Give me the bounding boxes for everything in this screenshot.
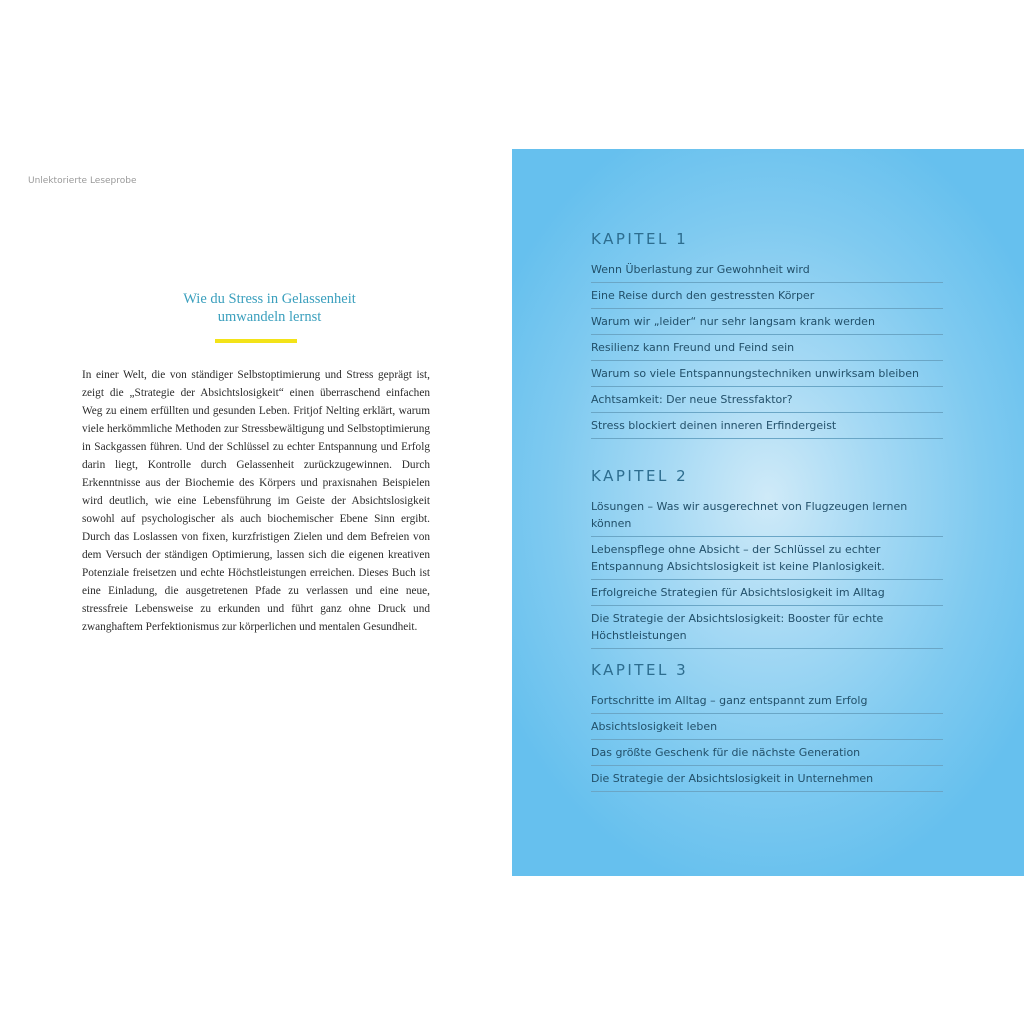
headline-line-2: umwandeln lernst (217, 309, 322, 325)
toc-item: Erfolgreiche Strategien für Absichtslosigkeit im Alltag (591, 580, 943, 606)
toc-item: Fortschritte im Alltag – ganz entspannt zum Erfolg (591, 688, 943, 714)
toc-item: Warum wir „leider“ nur sehr langsam krank werden (591, 309, 943, 335)
toc-item: Stress blockiert deinen inneren Erfindergeist (591, 413, 943, 439)
toc-item: Achtsamkeit: Der neue Stressfaktor? (591, 387, 943, 413)
chapter-overview-panel (512, 149, 1024, 876)
toc-item: Resilienz kann Freund und Feind sein (591, 335, 943, 361)
toc-item: Die Strategie der Absichtslosigkeit: Booster für echte Höchstleistungen (591, 606, 943, 649)
blurb-paragraph: In einer Welt, die von ständiger Selbstoptimierung und Stress geprägt ist, zeigt die „Strategie der Absichtslosigkeit“ einen überraschend einfachen Weg zu einem erfüllten und gesunden Leben. Fritjof Nelting erklärt, warum viele herkömmliche Methoden zur Stressbewältigung und Selbstoptimierung in Sackgassen führen. Und der Schlüssel zu echter Entspannung und Erfolg darin liegt, Kontrolle durch Gelassenheit zurückzugewinnen. Durch Erkenntnisse aus der Biochemie des Körpers und praxisnahen Beispielen wird deutlich, wie eine Lebensführung im Geiste der Absichtslosigkeit sowohl auf psychologischer als auch biochemischer Ebene Sinn ergibt. Durch das Loslassen von fixen, kurzfristigen Zielen und dem Befreien von dem Versuch der ständigen Optimierung, lassen sich die eigenen kreativen Potenziale freisetzen und echte Höchstleistungen erreichen. Dieses Buch ist eine Einladung, die ausgetretenen Pfade zu verlassen und eine neue, stressfreie Lebensweise zu erkunden und führt ganz ohne Druck und zwanghaftem Perfektionismus zur körperlichen und mentalen Gesundheit. (82, 369, 430, 633)
toc-item: Lebenspflege ohne Absicht – der Schlüssel zu echter Entspannung Absichtslosigkeit ist keine Planlosigkeit. (591, 537, 943, 580)
accent-rule (215, 339, 297, 343)
toc-item: Die Strategie der Absichtslosigkeit in Unternehmen (591, 766, 943, 792)
chapter-2 (591, 466, 943, 649)
toc-item: Das größte Geschenk für die nächste Generation (591, 740, 943, 766)
toc-item: Wenn Überlastung zur Gewohnheit wird (591, 257, 943, 283)
toc-item: Lösungen – Was wir ausgerechnet von Flugzeugen lernen können (591, 494, 943, 537)
chapter-title: KAPITEL 2 (591, 467, 689, 485)
headline-line-1: Wie du Stress in Gelassenheit (183, 291, 356, 307)
chapter-2-list (591, 494, 943, 649)
chapter-title: KAPITEL 3 (591, 661, 689, 679)
chapter-3-list (591, 688, 943, 792)
toc-item: Absichtslosigkeit leben (591, 714, 943, 740)
chapter-1 (591, 229, 943, 439)
chapter-1-list (591, 257, 943, 439)
page-headline (82, 290, 457, 326)
chapter-3 (591, 660, 943, 792)
chapter-title: KAPITEL 1 (591, 230, 689, 248)
toc-item: Warum so viele Entspannungstechniken unwirksam bleiben (591, 361, 943, 387)
watermark-label: Unlektorierte Leseprobe (28, 176, 137, 186)
toc-item: Eine Reise durch den gestressten Körper (591, 283, 943, 309)
